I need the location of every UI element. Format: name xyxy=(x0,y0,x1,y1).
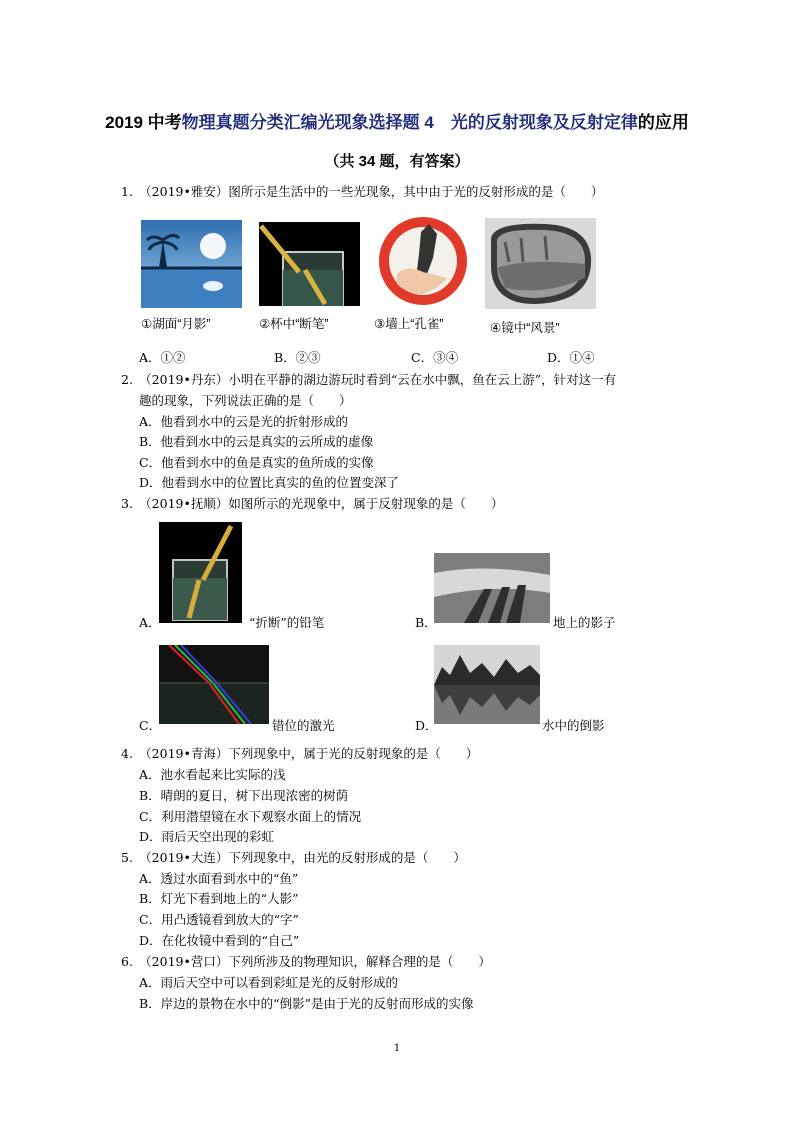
q3-image-shadows xyxy=(434,553,550,623)
q4-option-d: D．雨后天空出现的彩虹 xyxy=(139,829,275,844)
q5-stem: 5. （2019•大连）下列现象中，由光的反射形成的是（ ） xyxy=(121,850,466,865)
q1-caption-2: ②杯中“断笔” xyxy=(259,317,329,331)
q1-image-hand-shadow xyxy=(377,214,468,308)
q2-stem-line2: 趣的现象，下列说法正确的是（ ） xyxy=(139,393,352,408)
q1-stem: 1. （2019•雅安）图所示是生活中的一些光现象，其中由于光的反射形成的是（ ） xyxy=(121,184,604,199)
q1-caption-4: ④镜中“风景” xyxy=(490,321,560,335)
q1-image-moon-reflection xyxy=(141,220,242,308)
title-part-3: 的应用 xyxy=(637,113,689,132)
q3-caption-c: 错位的激光 xyxy=(272,718,335,733)
q4-option-c: C．利用潜望镜在水下观察水面上的情况 xyxy=(139,809,362,824)
q1-image-car-mirror xyxy=(485,218,596,309)
q6-option-b: B．岸边的景物在水中的“倒影”是由于光的反射而形成的实像 xyxy=(139,996,474,1011)
q5-option-a: A．透过水面看到水中的“鱼” xyxy=(139,871,299,886)
q2-option-c: C．他看到水中的鱼是真实的鱼所成的实像 xyxy=(139,455,374,470)
q1-image-broken-pencil xyxy=(259,222,360,306)
title-part-1: 2019 中考 xyxy=(105,113,182,132)
q3-option-a-letter: A． xyxy=(139,615,161,630)
q1-option-c: C．③④ xyxy=(411,350,459,365)
q3-image-pencil xyxy=(159,522,242,623)
q1-option-a: A．①② xyxy=(139,350,186,365)
q3-image-laser xyxy=(159,645,269,724)
page-subtitle: （共 34 题，有答案） xyxy=(324,153,470,170)
q1-option-b: B．②③ xyxy=(274,350,321,365)
q3-stem: 3. （2019•抚顺）如图所示的光现象中，属于反射现象的是（ ） xyxy=(121,496,504,511)
q2-option-b: B．他看到水中的云是真实的云所成的虚像 xyxy=(139,434,374,449)
q3-caption-d: 水中的倒影 xyxy=(542,718,605,733)
q3-caption-b: 地上的影子 xyxy=(553,615,616,630)
q6-stem: 6. （2019•营口）下列所涉及的物理知识，解释合理的是（ ） xyxy=(121,954,491,969)
page-title xyxy=(0,108,794,133)
q5-option-b: B．灯光下看到地上的“人影” xyxy=(139,891,299,906)
q2-option-d: D．他看到水中的位置比真实的鱼的位置变深了 xyxy=(139,475,400,490)
q6-option-a: A．雨后天空中可以看到彩虹是光的反射形成的 xyxy=(139,975,399,990)
q1-option-d: D．①④ xyxy=(547,350,595,365)
q3-image-water-reflection xyxy=(434,645,540,724)
q1-caption-3: ③墙上“孔雀” xyxy=(374,317,444,331)
q3-option-b-letter: B． xyxy=(415,615,437,630)
q4-stem: 4. （2019•青海）下列现象中，属于光的反射现象的是（ ） xyxy=(121,746,479,761)
q4-option-a: A．池水看起来比实际的浅 xyxy=(139,767,286,782)
q3-option-d-letter: D． xyxy=(415,718,438,733)
q5-option-c: C．用凸透镜看到放大的“字” xyxy=(139,912,299,927)
page-number: 1 xyxy=(393,1043,401,1054)
q3-caption-a: “折断”的铅笔 xyxy=(249,615,325,630)
q5-option-d: D．在化妆镜中看到的“自己” xyxy=(139,933,300,948)
q3-option-c-letter: C． xyxy=(139,718,162,733)
q1-caption-1: ①湖面“月影” xyxy=(141,317,211,331)
q2-stem-line1: 2. （2019•丹东）小明在平静的湖边游玩时看到“云在水中飘，鱼在云上游”，针对这一有 xyxy=(121,372,617,387)
title-part-2: 物理真题分类汇编光现象选择题 4 光的反射现象及反射定律 xyxy=(181,113,638,132)
q2-option-a: A．他看到水中的云是光的折射形成的 xyxy=(139,414,349,429)
q4-option-b: B．晴朗的夏日，树下出现浓密的树荫 xyxy=(139,788,349,803)
